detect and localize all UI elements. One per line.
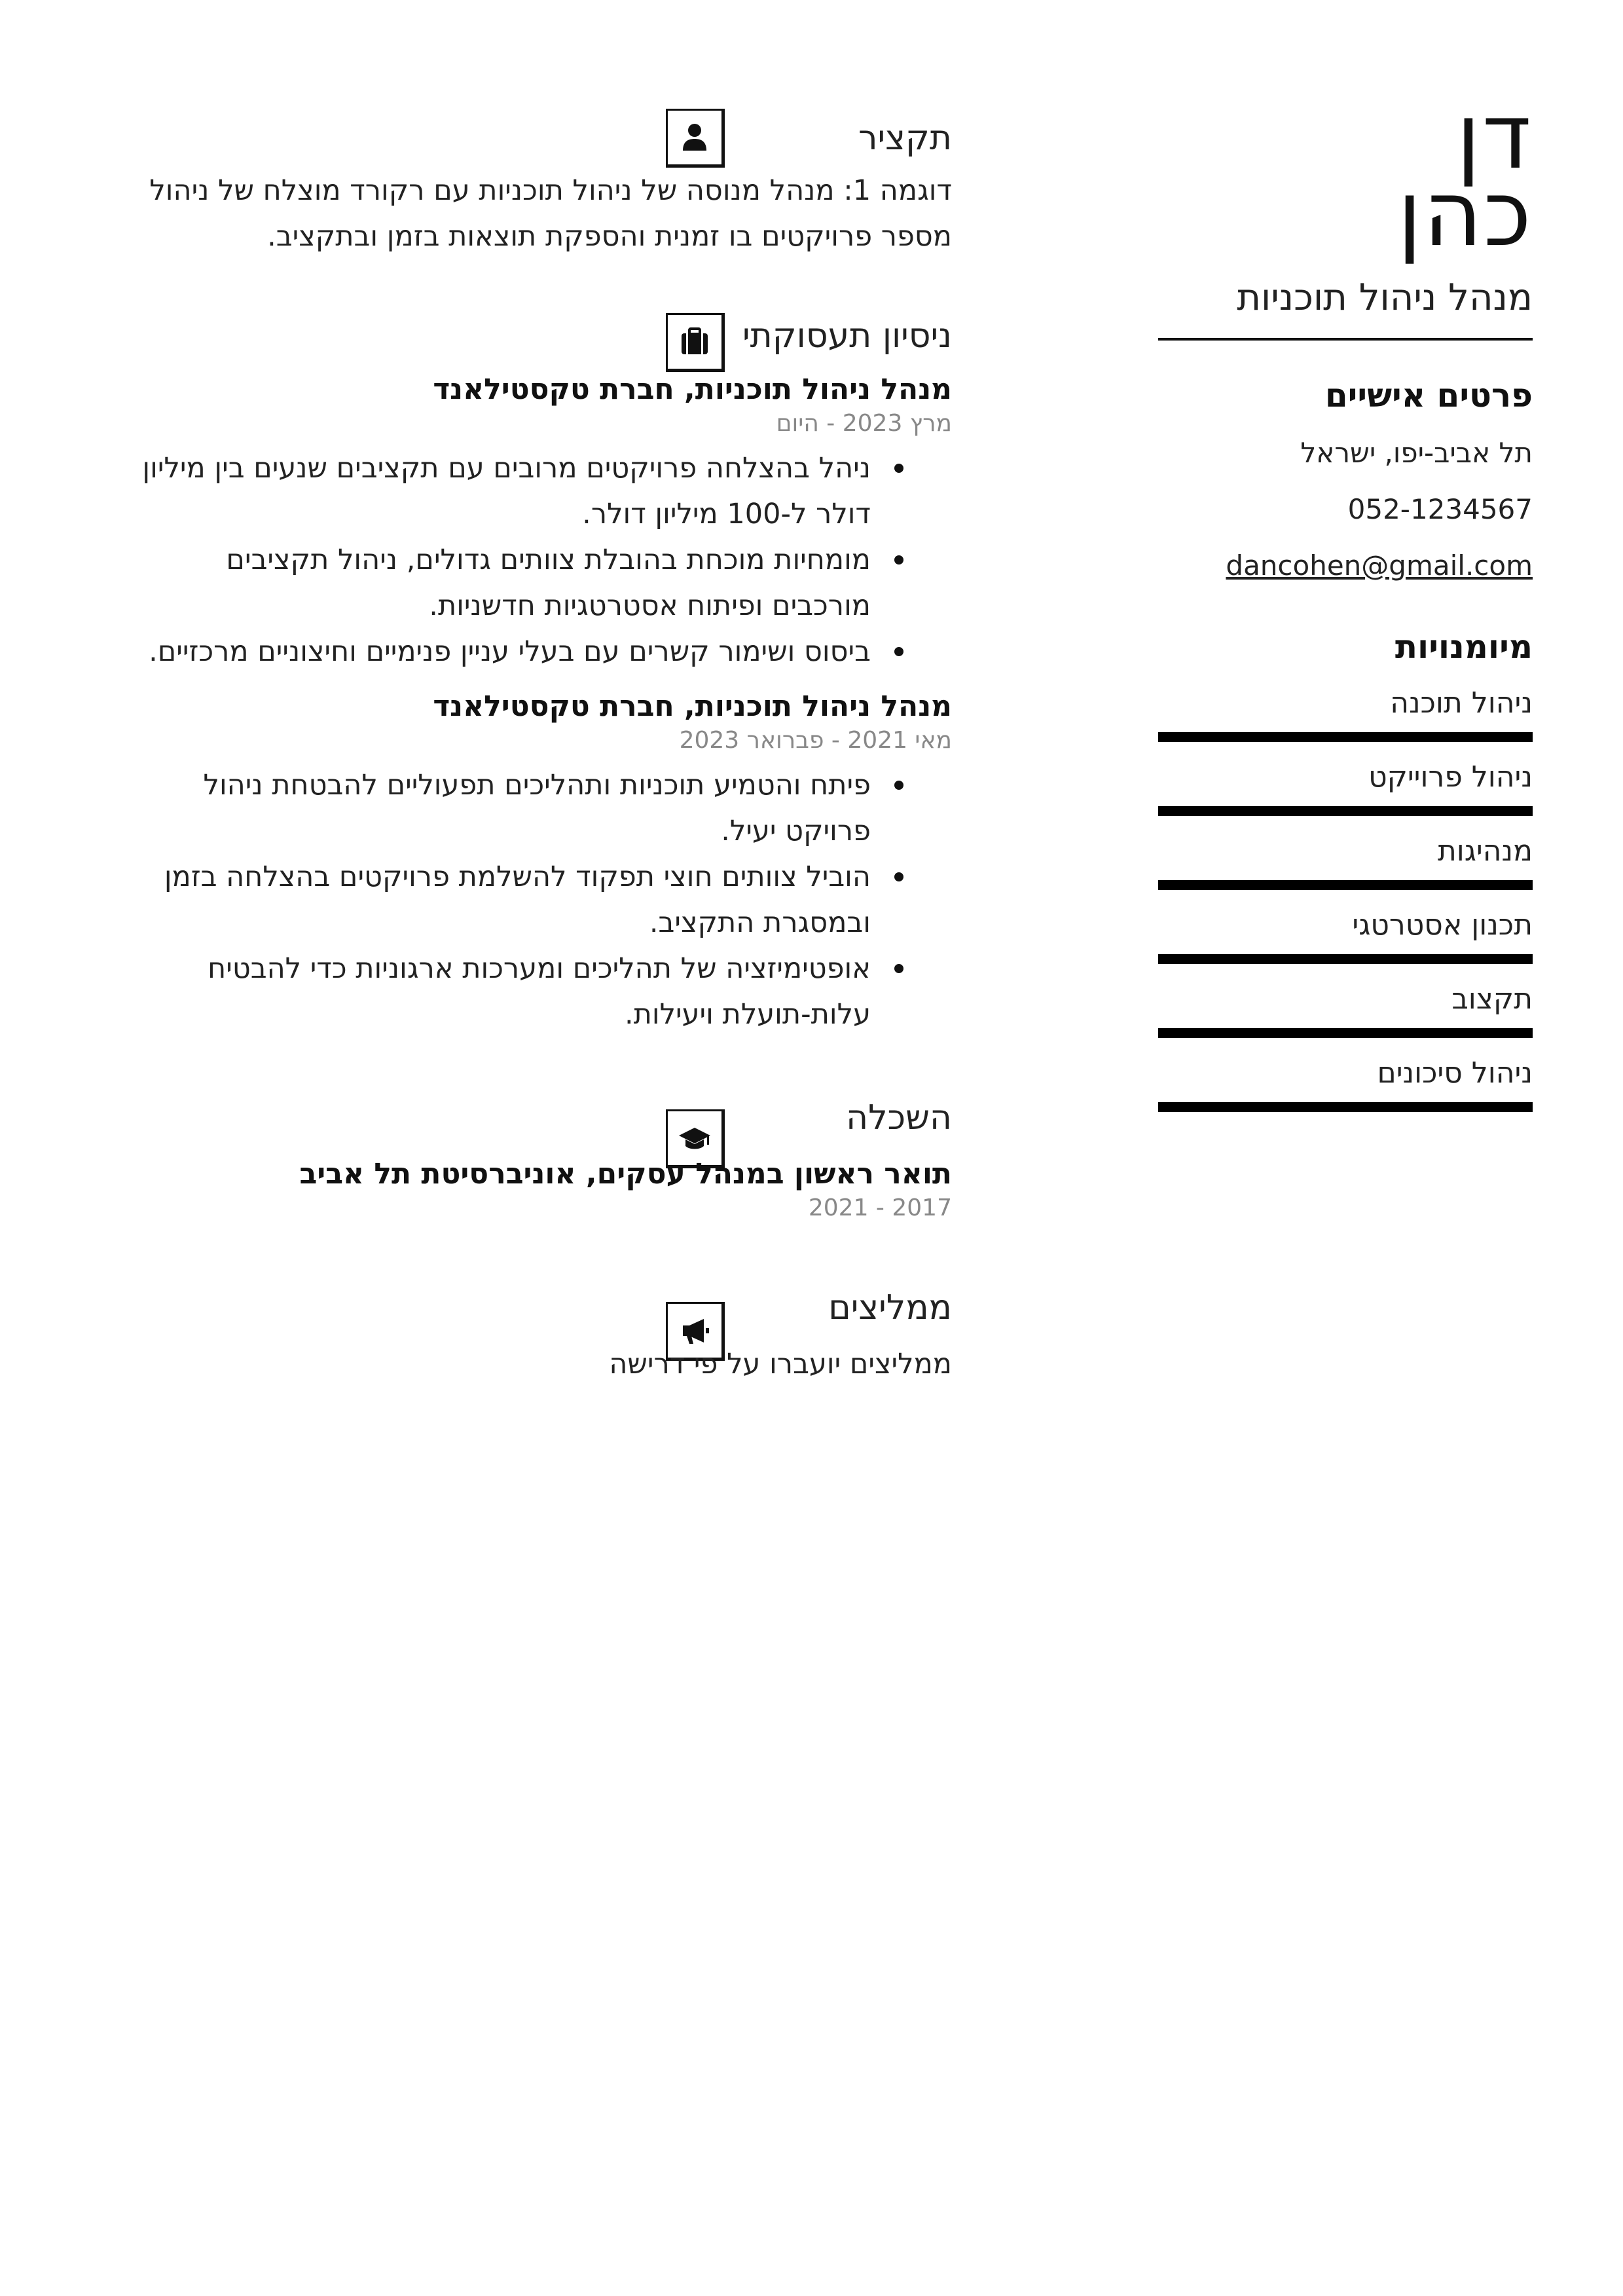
last-name: כהן <box>1397 161 1533 267</box>
skill-level-bar <box>1158 880 1533 890</box>
skill-level-bar <box>1158 732 1533 742</box>
title-divider <box>1158 338 1533 341</box>
skill-item <box>1158 907 1533 964</box>
first-name: דן <box>1456 84 1533 189</box>
education-title: השכלה <box>846 1098 952 1138</box>
experience-title: ניסיון תעסוקתי <box>742 316 952 356</box>
skill-item <box>1158 1055 1533 1112</box>
skill-level-bar <box>1158 1102 1533 1112</box>
summary-text: דוגמה 1: מנהל מנוסה של ניהול תוכניות עם רקורד מוצלח של ניהול מספר פרויקטים בו זמנית והספקת תוצאות בזמן ובתקציב. <box>149 174 952 253</box>
job-bullet: ניהל בהצלחה פרויקטים מרובים עם תקציבים שנעים בין מיליון דולר ל-100 מיליון דולר. <box>134 445 871 537</box>
job-heading: מנהל ניהול תוכניות, חברת טקסטילאנד <box>433 373 952 406</box>
location-text: תל אביב-יפו, ישראל <box>1300 437 1533 469</box>
skill-item <box>1158 759 1533 816</box>
skill-item <box>1158 981 1533 1038</box>
job-bullets <box>134 762 952 1037</box>
references-section <box>134 1286 952 1383</box>
education-dates: 2017 - 2021 <box>808 1194 952 1221</box>
references-text: ממליצים יועברו על פי דרישה <box>609 1348 952 1380</box>
job-bullets <box>134 445 952 675</box>
job-heading: מנהל ניהול תוכניות, חברת טקסטילאנד <box>433 690 952 723</box>
degree-heading: תואר ראשון במנהל עסקים, אוניברסיטת תל אביב <box>299 1157 952 1191</box>
job-bullet: הוביל צוותים חוצי תפקוד להשלמת פרויקטים בהצלחה בזמן ובמסגרת התקציב. <box>134 854 871 946</box>
phone-text: 052-1234567 <box>1347 493 1533 525</box>
job-entry <box>134 371 952 675</box>
skill-label: תקצוב <box>1451 982 1533 1016</box>
summary-section <box>134 117 952 259</box>
experience-section <box>134 314 952 1037</box>
main-content <box>134 117 952 1383</box>
summary-title: תקציר <box>858 119 952 158</box>
skill-level-bar <box>1158 1028 1533 1038</box>
job-bullet: פיתח והטמיע תוכניות ותהליכים תפעוליים להבטחת ניהול פרויקט יעיל. <box>134 762 871 854</box>
job-dates: מאי 2021 - פברואר 2023 <box>679 727 952 754</box>
sidebar <box>1158 84 1533 1112</box>
job-title: מנהל ניהול תוכניות <box>1237 276 1533 319</box>
skill-item <box>1158 833 1533 890</box>
skill-item <box>1158 685 1533 742</box>
skill-label: ניהול תוכנה <box>1390 686 1533 720</box>
skill-label: מנהיגות <box>1437 834 1533 868</box>
job-bullet: אופטימיזציה של תהליכים ומערכות ארגוניות כדי להבטיח עלות-תועלת ויעילות. <box>134 946 871 1037</box>
references-title: ממליצים <box>828 1288 952 1327</box>
job-entry <box>134 688 952 1037</box>
job-bullet: מומחיות מוכחת בהובלת צוותים גדולים, ניהול תקציבים מורכבים ופיתוח אסטרטגיות חדשניות. <box>134 537 871 629</box>
skill-label: ניהול פרוייקט <box>1368 760 1533 794</box>
job-dates: מרץ 2023 - היום <box>776 410 952 437</box>
personal-details-heading: פרטים אישיים <box>1324 377 1533 415</box>
skill-label: ניהול סיכונים <box>1377 1056 1533 1090</box>
candidate-name <box>1158 84 1533 267</box>
skill-level-bar <box>1158 954 1533 964</box>
job-bullet: ביסוס ושימור קשרים עם בעלי עניין פנימיים וחיצוניים מרכזיים. <box>134 629 871 675</box>
email-link[interactable]: dancohen@gmail.com <box>1226 549 1533 582</box>
education-section <box>134 1096 952 1223</box>
skill-label: תכנון אסטרטגי <box>1352 908 1533 942</box>
skills-heading: מיומנויות <box>1395 628 1533 666</box>
skill-level-bar <box>1158 806 1533 816</box>
